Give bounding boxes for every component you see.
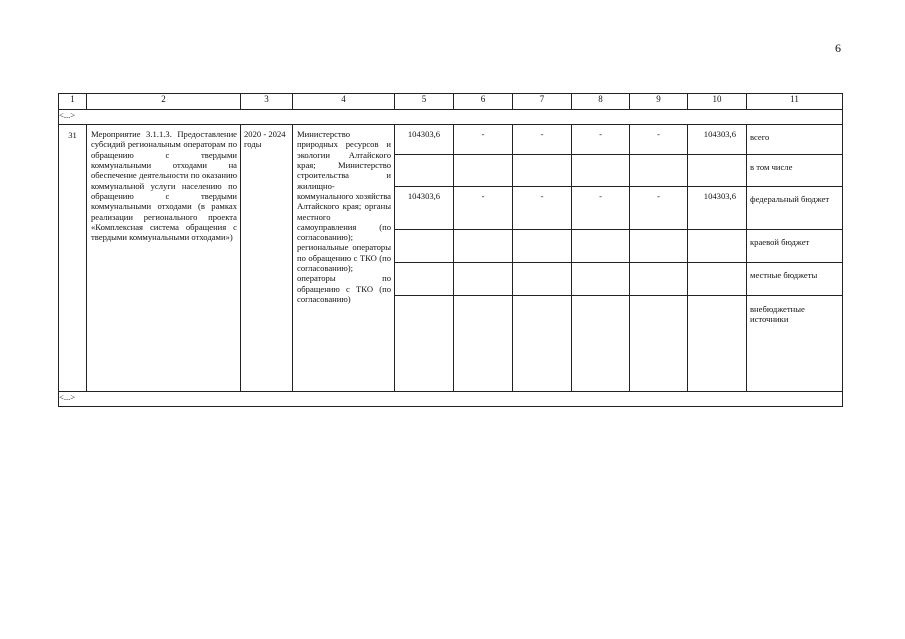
value-cell	[688, 263, 747, 296]
value-cell	[630, 263, 688, 296]
value-cell	[688, 155, 747, 187]
header-cell: 5	[395, 94, 454, 110]
value-cell: 104303,6	[395, 187, 454, 230]
value-cell: 104303,6	[688, 125, 747, 155]
value-cell: -	[572, 187, 630, 230]
value-cell	[513, 155, 572, 187]
header-cell: 9	[630, 94, 688, 110]
value-cell: 104303,6	[395, 125, 454, 155]
source-label: краевой бюджет	[747, 230, 843, 263]
value-cell	[454, 296, 513, 392]
value-cell	[572, 155, 630, 187]
continuation-row-bottom	[59, 392, 843, 407]
header-cell: 2	[87, 94, 241, 110]
table-header-row	[59, 94, 843, 110]
value-cell	[454, 230, 513, 263]
source-label: внебюджетные источники	[747, 296, 843, 392]
row-number: 31	[59, 125, 87, 392]
value-cell	[395, 263, 454, 296]
source-label: местные бюджеты	[747, 263, 843, 296]
source-label: в том числе	[747, 155, 843, 187]
value-cell	[688, 296, 747, 392]
period-cell: 2020 - 2024 годы	[241, 125, 293, 392]
value-cell	[395, 230, 454, 263]
continuation-marker: <...>	[59, 110, 843, 125]
header-cell: 7	[513, 94, 572, 110]
measure-description: Мероприятие 3.1.1.3. Предоставление субсидий региональным операторам по обращению с твердыми коммунальными отходами на обеспечение деятельности по оказанию коммунальной услуги населению по обращению с твердыми коммунальными отходами (в рамках реализации регионального проекта «Комплексная система обращения с твердыми коммунальными отходами»)	[87, 125, 241, 392]
header-cell: 10	[688, 94, 747, 110]
continuation-row-top	[59, 110, 843, 125]
source-label: федеральный бюджет	[747, 187, 843, 230]
value-cell	[688, 230, 747, 263]
value-cell	[513, 296, 572, 392]
header-cell: 1	[59, 94, 87, 110]
value-cell: -	[454, 187, 513, 230]
header-cell: 8	[572, 94, 630, 110]
program-table	[58, 93, 843, 407]
value-cell	[572, 296, 630, 392]
header-cell: 11	[747, 94, 843, 110]
value-cell	[454, 155, 513, 187]
value-cell	[630, 230, 688, 263]
value-cell	[513, 263, 572, 296]
source-label: всего	[747, 125, 843, 155]
value-cell	[572, 230, 630, 263]
value-cell	[630, 155, 688, 187]
value-cell: -	[513, 187, 572, 230]
table-row	[59, 125, 843, 155]
value-cell: -	[572, 125, 630, 155]
value-cell: -	[630, 187, 688, 230]
value-cell: -	[454, 125, 513, 155]
value-cell	[395, 296, 454, 392]
value-cell: -	[630, 125, 688, 155]
value-cell	[454, 263, 513, 296]
page-number: 6	[835, 41, 841, 55]
value-cell: 104303,6	[688, 187, 747, 230]
header-cell: 3	[241, 94, 293, 110]
header-cell: 4	[293, 94, 395, 110]
header-cell: 6	[454, 94, 513, 110]
executors-cell: Министерство природных ресурсов и экологии Алтайского края; Министерство строительства и жилищно-коммунального хозяйства Алтайского края; органы местного самоуправления (по согласованию); региональные операторы по обращению с ТКО (по согласованию); операторы по обращению с ТКО (по согласованию)	[293, 125, 395, 392]
value-cell	[630, 296, 688, 392]
value-cell	[572, 263, 630, 296]
value-cell	[513, 230, 572, 263]
value-cell	[395, 155, 454, 187]
continuation-marker: <...>	[59, 392, 843, 407]
value-cell: -	[513, 125, 572, 155]
